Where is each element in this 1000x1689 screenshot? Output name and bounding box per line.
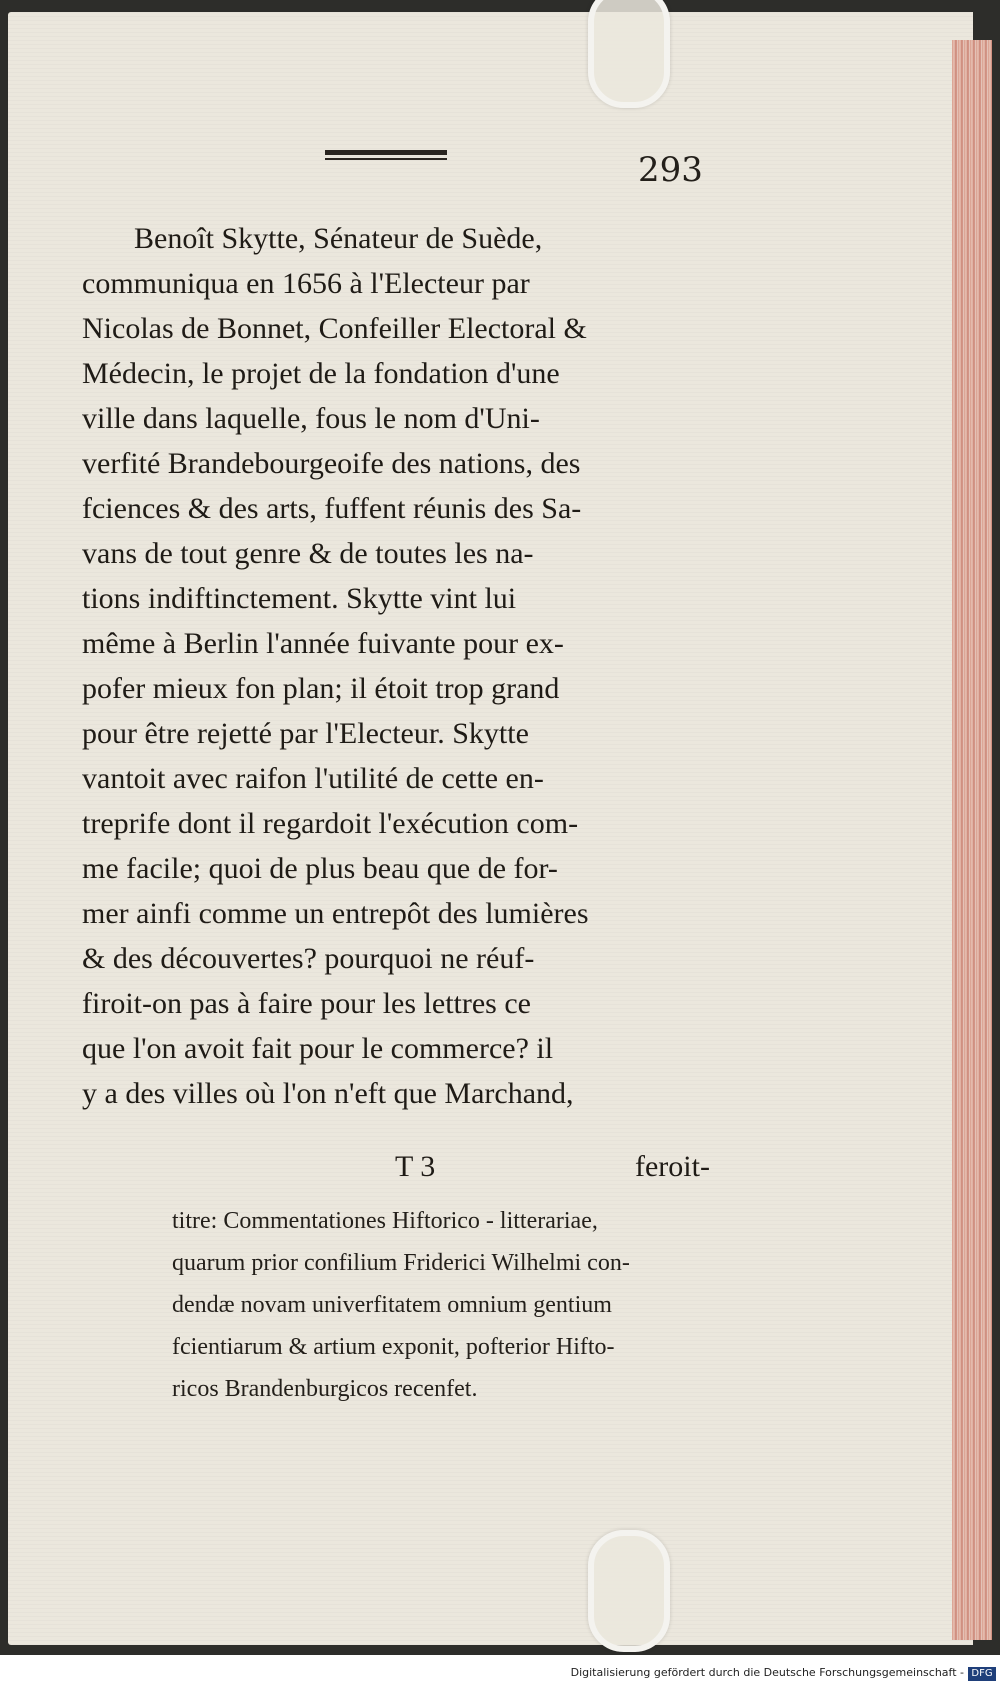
body-text <box>82 216 710 1116</box>
body-line: que l'on avoit fait pour le commerce? il <box>82 1032 554 1065</box>
header-rule <box>325 150 447 155</box>
footnote <box>172 1200 732 1410</box>
footnote-line: ricos Brandenburgicos recenfet. <box>172 1376 478 1402</box>
body-line: treprife dont il regardoit l'exécution com- <box>82 807 579 840</box>
footnote-line: quarum prior confilium Friderici Wilhelmi con- <box>172 1250 630 1276</box>
body-line: communiqua en 1656 à l'Electeur par <box>82 267 530 300</box>
body-line: Nicolas de Bonnet, Confeiller Electoral & <box>82 312 587 345</box>
body-line: me facile; quoi de plus beau que de for- <box>82 852 558 885</box>
page-number: 293 <box>638 150 703 190</box>
footnote-line: fcientiarum & artium exponit, pofterior Hifto- <box>172 1334 615 1360</box>
bottom-page-clip <box>588 1530 670 1652</box>
body-line: Médecin, le projet de la fondation d'une <box>82 357 560 390</box>
page-edges <box>952 40 992 1640</box>
body-line: pour être rejetté par l'Electeur. Skytte <box>82 717 529 750</box>
body-line: verfité Brandebourgeoife des nations, des <box>82 447 581 480</box>
footer-credit: Digitalisierung gefördert durch die Deutsche Forschungsgemeinschaft - <box>570 1666 964 1679</box>
body-line: y a des villes où l'on n'eft que Marchand, <box>82 1077 574 1110</box>
footnote-line: titre: Commentationes Hiftorico - litterariae, <box>172 1208 598 1234</box>
dfg-logo: DFG <box>968 1667 996 1681</box>
body-line: tions indiftinctement. Skytte vint lui <box>82 582 517 615</box>
catchword: feroit- <box>635 1150 710 1183</box>
body-line: & des découvertes? pourquoi ne réuf- <box>82 942 535 975</box>
body-line: fciences & des arts, fuffent réunis des Sa- <box>82 492 582 525</box>
body-line: ville dans laquelle, fous le nom d'Uni- <box>82 402 540 435</box>
footnote-line: dendæ novam univerfitatem omnium gentium <box>172 1292 612 1318</box>
body-line: pofer mieux fon plan; il étoit trop grand <box>82 672 560 705</box>
header-rule-thin <box>325 158 447 160</box>
body-line: mer ainfi comme un entrepôt des lumières <box>82 897 589 930</box>
footer-bar <box>0 1655 1000 1689</box>
top-page-clip <box>588 0 670 108</box>
body-line: vans de tout genre & de toutes les na- <box>82 537 534 570</box>
body-line: firoit-on pas à faire pour les lettres ce <box>82 987 531 1020</box>
body-line: même à Berlin l'année fuivante pour ex- <box>82 627 564 660</box>
body-line: vantoit avec raifon l'utilité de cette en- <box>82 762 544 795</box>
body-line: Benoît Skytte, Sénateur de Suède, <box>134 222 543 255</box>
signature-mark: T 3 <box>395 1150 436 1183</box>
